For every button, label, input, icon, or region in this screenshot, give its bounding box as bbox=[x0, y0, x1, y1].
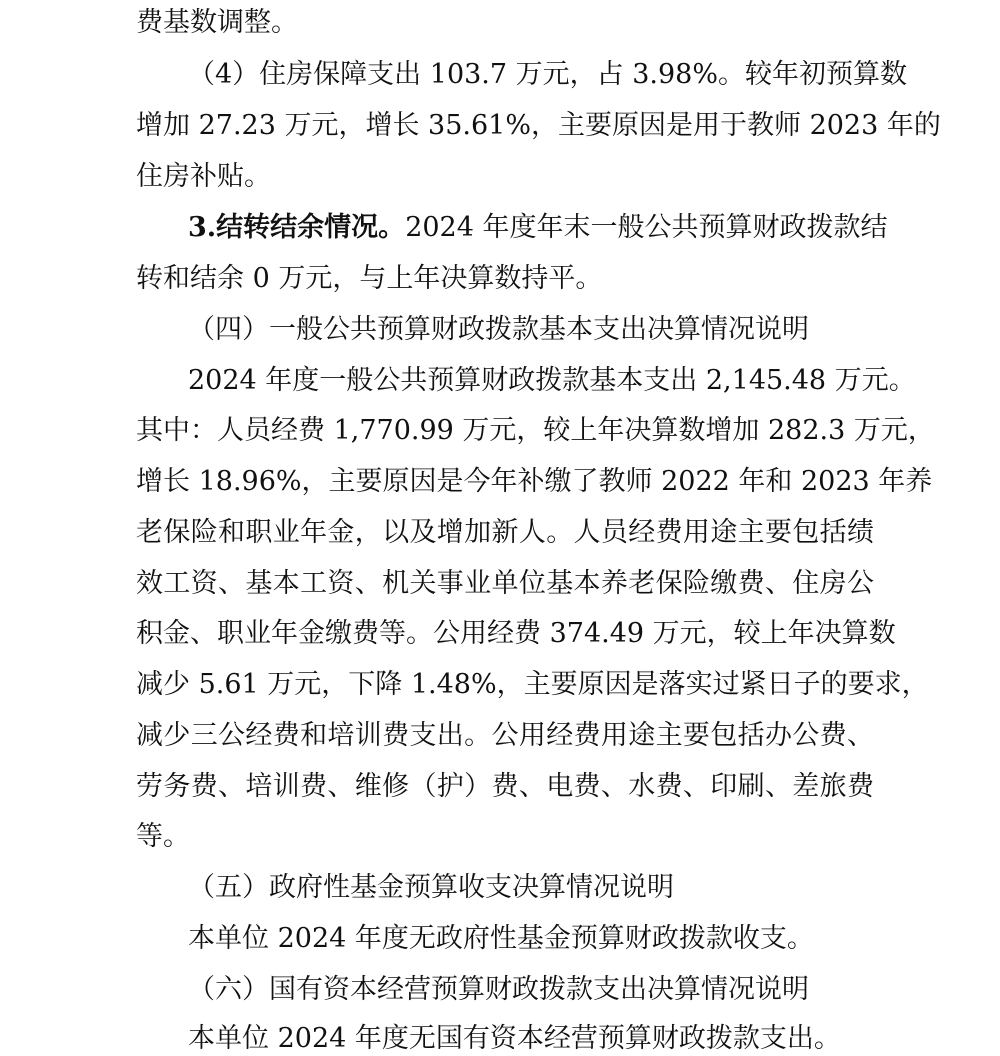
line-text: （4）住房保障支出 103.7 万元，占 3.98%。较年初预算数 bbox=[188, 59, 907, 90]
line-text: 转和结余 0 万元，与上年决算数持平。 bbox=[136, 263, 603, 294]
line-text: 其中：人员经费 1,770.99 万元，较上年决算数增加 282.3 万元， bbox=[136, 415, 935, 446]
line-text: 等。 bbox=[136, 821, 190, 852]
paragraph-line bbox=[188, 364, 916, 398]
paragraph-line bbox=[136, 719, 874, 753]
paragraph-line bbox=[136, 465, 933, 499]
paragraph-line bbox=[188, 1022, 888, 1056]
line-text: 减少三公经费和培训费支出。公用经费用途主要包括办公费、 bbox=[136, 720, 874, 751]
paragraph-line bbox=[136, 414, 935, 448]
paragraph-line bbox=[136, 820, 436, 854]
paragraph-line bbox=[188, 211, 888, 245]
line-text: 住房补贴。 bbox=[136, 161, 271, 192]
paragraph-line bbox=[188, 922, 888, 956]
line-text: 增长 18.96%，主要原因是今年补缴了教师 2022 年和 2023 年养 bbox=[136, 466, 933, 497]
paragraph-line bbox=[136, 770, 874, 804]
heading-text: （六）国有资本经营预算财政拨款支出决算情况说明 bbox=[188, 974, 809, 1005]
section-heading bbox=[188, 871, 874, 905]
line-text: 老保险和职业年金，以及增加新人。人员经费用途主要包括绩 bbox=[136, 517, 874, 548]
paragraph-line bbox=[188, 58, 907, 92]
paragraph-line bbox=[136, 567, 874, 601]
line-text: 费基数调整。 bbox=[136, 7, 298, 38]
line-text: 积金、职业年金缴费等。公用经费 374.49 万元，较上年决算数 bbox=[136, 618, 896, 649]
section-heading bbox=[188, 313, 874, 347]
paragraph-line bbox=[136, 6, 536, 40]
heading-text: （五）政府性基金预算收支决算情况说明 bbox=[188, 872, 674, 903]
paragraph-line bbox=[136, 160, 536, 194]
line-text: 增加 27.23 万元，增长 35.61%，主要原因是用于教师 2023 年的 bbox=[136, 110, 941, 141]
line-text: 效工资、基本工资、机关事业单位基本养老保险缴费、住房公 bbox=[136, 568, 874, 599]
line-text: 劳务费、培训费、维修（护）费、电费、水费、印刷、差旅费 bbox=[136, 771, 874, 802]
section-lead-bold: 3.结转结余情况。 bbox=[188, 212, 406, 243]
line-text: 本单位 2024 年度无国有资本经营预算财政拨款支出。 bbox=[188, 1023, 841, 1054]
section-heading bbox=[188, 973, 874, 1007]
line-text: 2024 年度一般公共预算财政拨款基本支出 2,145.48 万元。 bbox=[188, 365, 916, 396]
paragraph-line bbox=[136, 109, 941, 143]
line-text: 2024 年度年末一般公共预算财政拨款结 bbox=[405, 212, 888, 243]
paragraph-line bbox=[136, 668, 929, 702]
paragraph-line bbox=[136, 516, 874, 550]
heading-text: （四）一般公共预算财政拨款基本支出决算情况说明 bbox=[188, 314, 809, 345]
paragraph-line bbox=[136, 262, 736, 296]
paragraph-line bbox=[136, 617, 896, 651]
line-text: 减少 5.61 万元，下降 1.48%，主要原因是落实过紧日子的要求， bbox=[136, 669, 929, 700]
line-text: 本单位 2024 年度无政府性基金预算财政拨款收支。 bbox=[188, 923, 814, 954]
